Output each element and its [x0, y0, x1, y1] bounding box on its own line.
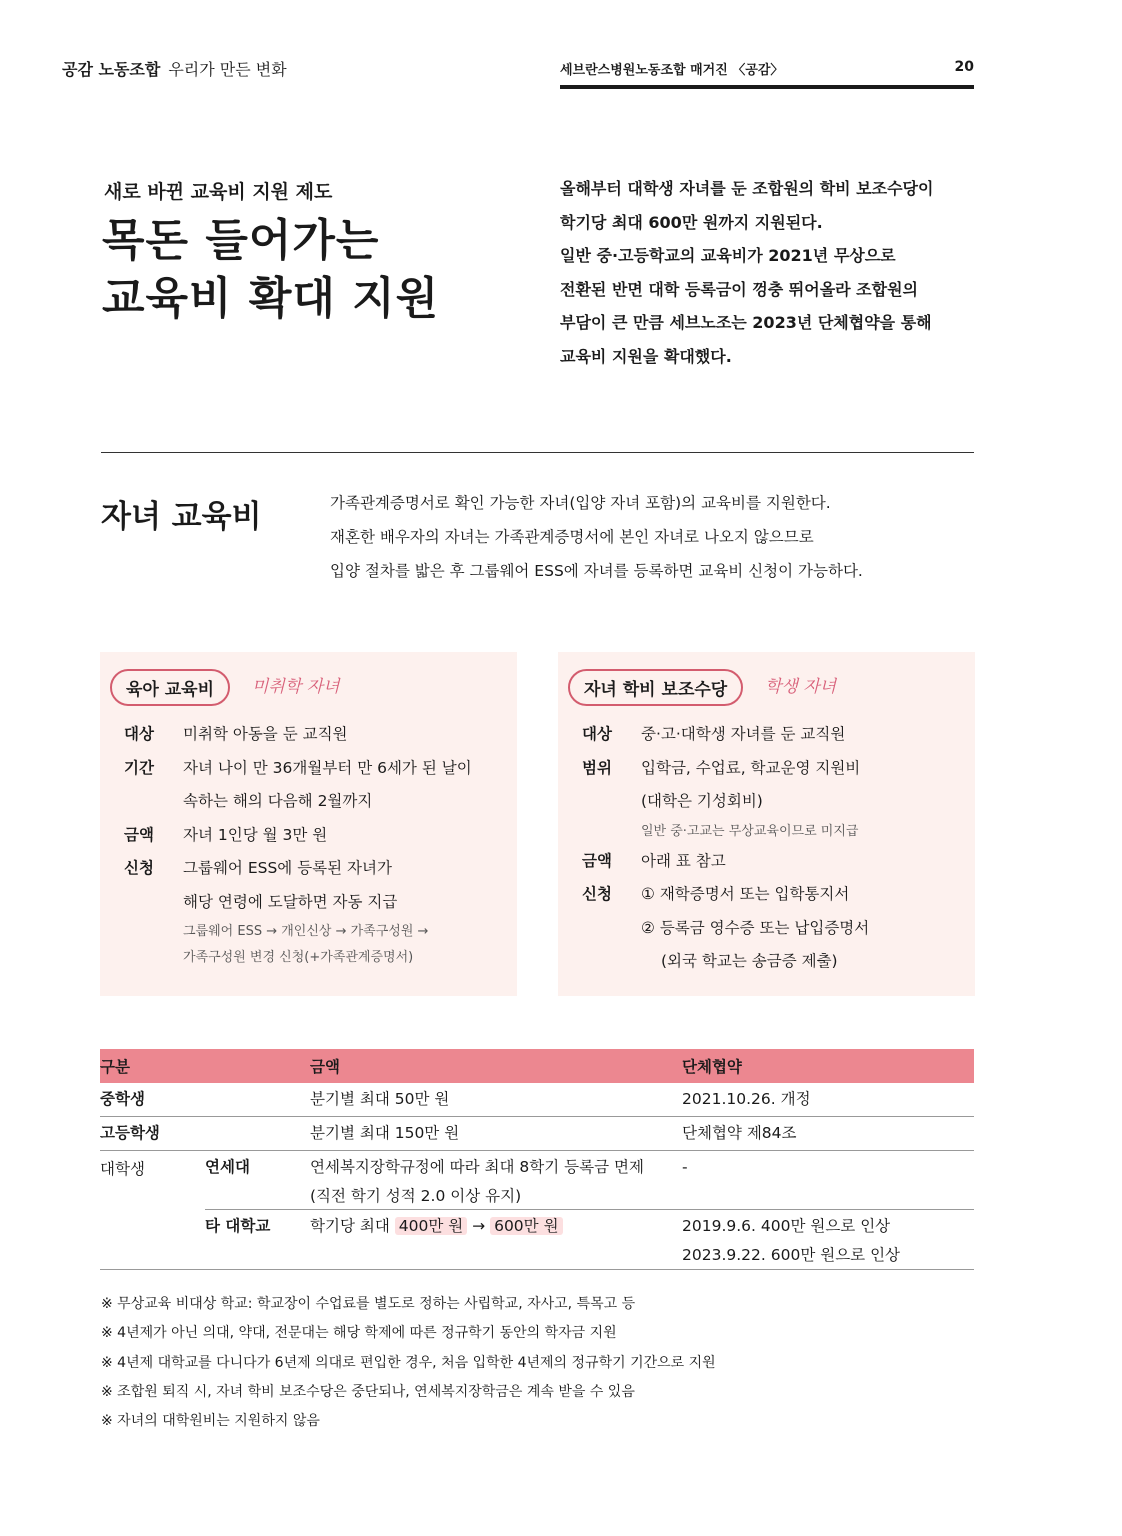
amount-from: 400만 원	[395, 1217, 467, 1235]
footnote: ※ 4년제가 아닌 의대, 약대, 전문대는 해당 학제에 따른 정규학기 동안의 학자금 지원	[101, 1325, 617, 1342]
row-agreement: 단체협약 제84조	[682, 1124, 797, 1142]
section-label: 공감 노동조합	[62, 60, 161, 79]
agreement-line: 2019.9.6. 400만 원으로 인상	[682, 1217, 891, 1235]
period-label: 기간	[124, 758, 154, 777]
scope-label: 범위	[582, 758, 612, 777]
magazine-title: 세브란스병원노동조합 매거진 〈공감〉	[560, 63, 784, 78]
tuition-panel	[558, 652, 975, 996]
header-type: 구분	[100, 1058, 130, 1076]
headline-line: 교육비 확대 지원	[102, 273, 440, 324]
scope-value-cont: (대학은 기성회비)	[641, 792, 763, 810]
university-group	[100, 1151, 974, 1270]
intro-line: 부담이 큰 만큼 세브노조는 2023년 단체협약을 통해	[560, 313, 932, 332]
row-amount	[310, 1153, 644, 1211]
row-amount: 분기별 최대 50만 원	[310, 1090, 450, 1108]
section-divider	[101, 452, 974, 453]
headline-line: 목돈 들어가는	[102, 215, 380, 266]
row-type: 고등학생	[100, 1124, 160, 1142]
row-agreement: 2021.10.26. 개정	[682, 1090, 811, 1108]
intro-line: 학기당 최대 600만 원까지 지원된다.	[560, 212, 823, 232]
article-kicker: 새로 바뀐 교육비 지원 제도	[104, 181, 333, 203]
row-amount: 분기별 최대 150만 원	[310, 1124, 460, 1142]
table-row	[100, 1117, 974, 1151]
article-intro	[560, 172, 980, 373]
desc-line: 입양 절차를 밟은 후 그룹웨어 ESS에 자녀를 등록하면 교육비 신청이 가능하다.	[330, 562, 863, 580]
table-row	[100, 1210, 974, 1270]
row-subtype: 연세대	[205, 1158, 250, 1176]
amount-value: 자녀 1인당 월 3만 원	[183, 825, 328, 844]
row-subtype: 타 대학교	[205, 1217, 271, 1235]
section-header	[62, 57, 287, 80]
footnotes	[101, 1290, 716, 1436]
section-sub: 우리가 만든 변화	[168, 60, 287, 79]
header-agreement: 단체협약	[682, 1058, 742, 1076]
table-row	[100, 1083, 974, 1117]
apply-label: 신청	[124, 859, 154, 877]
desc-line: 재혼한 배우자의 자녀는 가족관계증명서에 본인 자녀로 나오지 않으므로	[330, 528, 814, 546]
header-amount: 금액	[310, 1058, 340, 1076]
intro-line: 일반 중·고등학교의 교육비가 2021년 무상으로	[560, 246, 896, 265]
childcare-script-label: 미취학 자녀	[252, 677, 340, 697]
apply-label: 신청	[582, 885, 612, 903]
target-value: 중·고·대학생 자녀를 둔 교직원	[641, 725, 846, 743]
apply-value-cont: 해당 연령에 도달하면 자동 지급	[183, 892, 398, 911]
footnote: ※ 무상교육 비대상 학교: 학교장이 수업료를 별도로 정하는 사립학교, 자사고, 특목고 등	[101, 1296, 636, 1312]
amount-to: 600만 원	[490, 1217, 562, 1235]
target-label: 대상	[582, 725, 612, 743]
footnote: ※ 자녀의 대학원비는 지원하지 않음	[101, 1413, 320, 1430]
agreement-line: 2023.9.22. 600만 원으로 인상	[682, 1246, 901, 1264]
row-agreement: -	[682, 1158, 688, 1176]
section-title: 자녀 교육비	[101, 499, 262, 535]
intro-line: 올해부터 대학생 자녀를 둔 조합원의 학비 보조수당이	[560, 179, 934, 198]
article-headline	[102, 212, 439, 328]
table-row	[205, 1151, 974, 1210]
row-type: 대학생	[100, 1160, 145, 1178]
footnote: ※ 조합원 퇴직 시, 자녀 학비 보조수당은 중단되나, 연세복지장학금은 계속 받을 수 있음	[101, 1383, 635, 1400]
target-value: 미취학 아동을 둔 교직원	[183, 725, 348, 743]
period-value: 자녀 나이 만 36개월부터 만 6세가 된 날이	[183, 758, 472, 777]
apply-note: 가족구성원 변경 신청(+가족관계증명서)	[183, 950, 414, 965]
table-header	[100, 1049, 974, 1083]
scope-note: 일반 중·고교는 무상교육이므로 미지급	[641, 823, 859, 839]
apply-value-cont: ② 등록금 영수증 또는 납입증명서	[641, 918, 870, 937]
apply-value: ① 재학증명서 또는 입학통지서	[641, 885, 850, 903]
row-agreement	[682, 1212, 900, 1270]
tuition-script-label: 학생 자녀	[765, 677, 837, 697]
row-type: 중학생	[100, 1090, 145, 1108]
amount-value: 아래 표 참고	[641, 851, 726, 870]
apply-note: 그룹웨어 ESS → 개인신상 → 가족구성원 →	[183, 924, 429, 939]
scope-value: 입학금, 수업료, 학교운영 지원비	[641, 758, 861, 777]
apply-value-cont: (외국 학교는 송금증 제출)	[661, 952, 838, 970]
desc-line: 가족관계증명서로 확인 가능한 자녀(입양 자녀 포함)의 교육비를 지원한다.	[330, 494, 831, 512]
magazine-header	[560, 59, 974, 78]
apply-value: 그룹웨어 ESS에 등록된 자녀가	[183, 859, 392, 877]
amount-label: 금액	[124, 825, 154, 844]
target-label: 대상	[124, 725, 154, 743]
intro-line: 전환된 반면 대학 등록금이 껑충 뛰어올라 조합원의	[560, 279, 918, 299]
page-number: 20	[954, 59, 974, 75]
tuition-title: 자녀 학비 보조수당	[568, 669, 743, 706]
tuition-table	[100, 1049, 974, 1270]
row-amount-line: (직전 학기 성적 2.0 이상 유지)	[310, 1187, 522, 1205]
period-value-cont: 속하는 해의 다음해 2월까지	[183, 792, 373, 810]
intro-line: 교육비 지원을 확대했다.	[560, 346, 732, 366]
amount-label: 금액	[582, 851, 612, 870]
section-description	[330, 486, 980, 588]
row-amount-line: 연세복지장학규정에 따라 최대 8학기 등록금 면제	[310, 1158, 644, 1176]
childcare-title: 육아 교육비	[110, 669, 230, 706]
footnote: ※ 4년제 대학교를 다니다가 6년제 의대로 편입한 경우, 처음 입학한 4년제의 정규학기 기간으로 지원	[101, 1354, 716, 1371]
header-rule	[560, 85, 974, 89]
amount-prefix: 학기당 최대	[310, 1217, 390, 1235]
arrow-icon: →	[472, 1217, 486, 1235]
row-amount	[310, 1212, 563, 1241]
childcare-panel	[100, 652, 517, 996]
